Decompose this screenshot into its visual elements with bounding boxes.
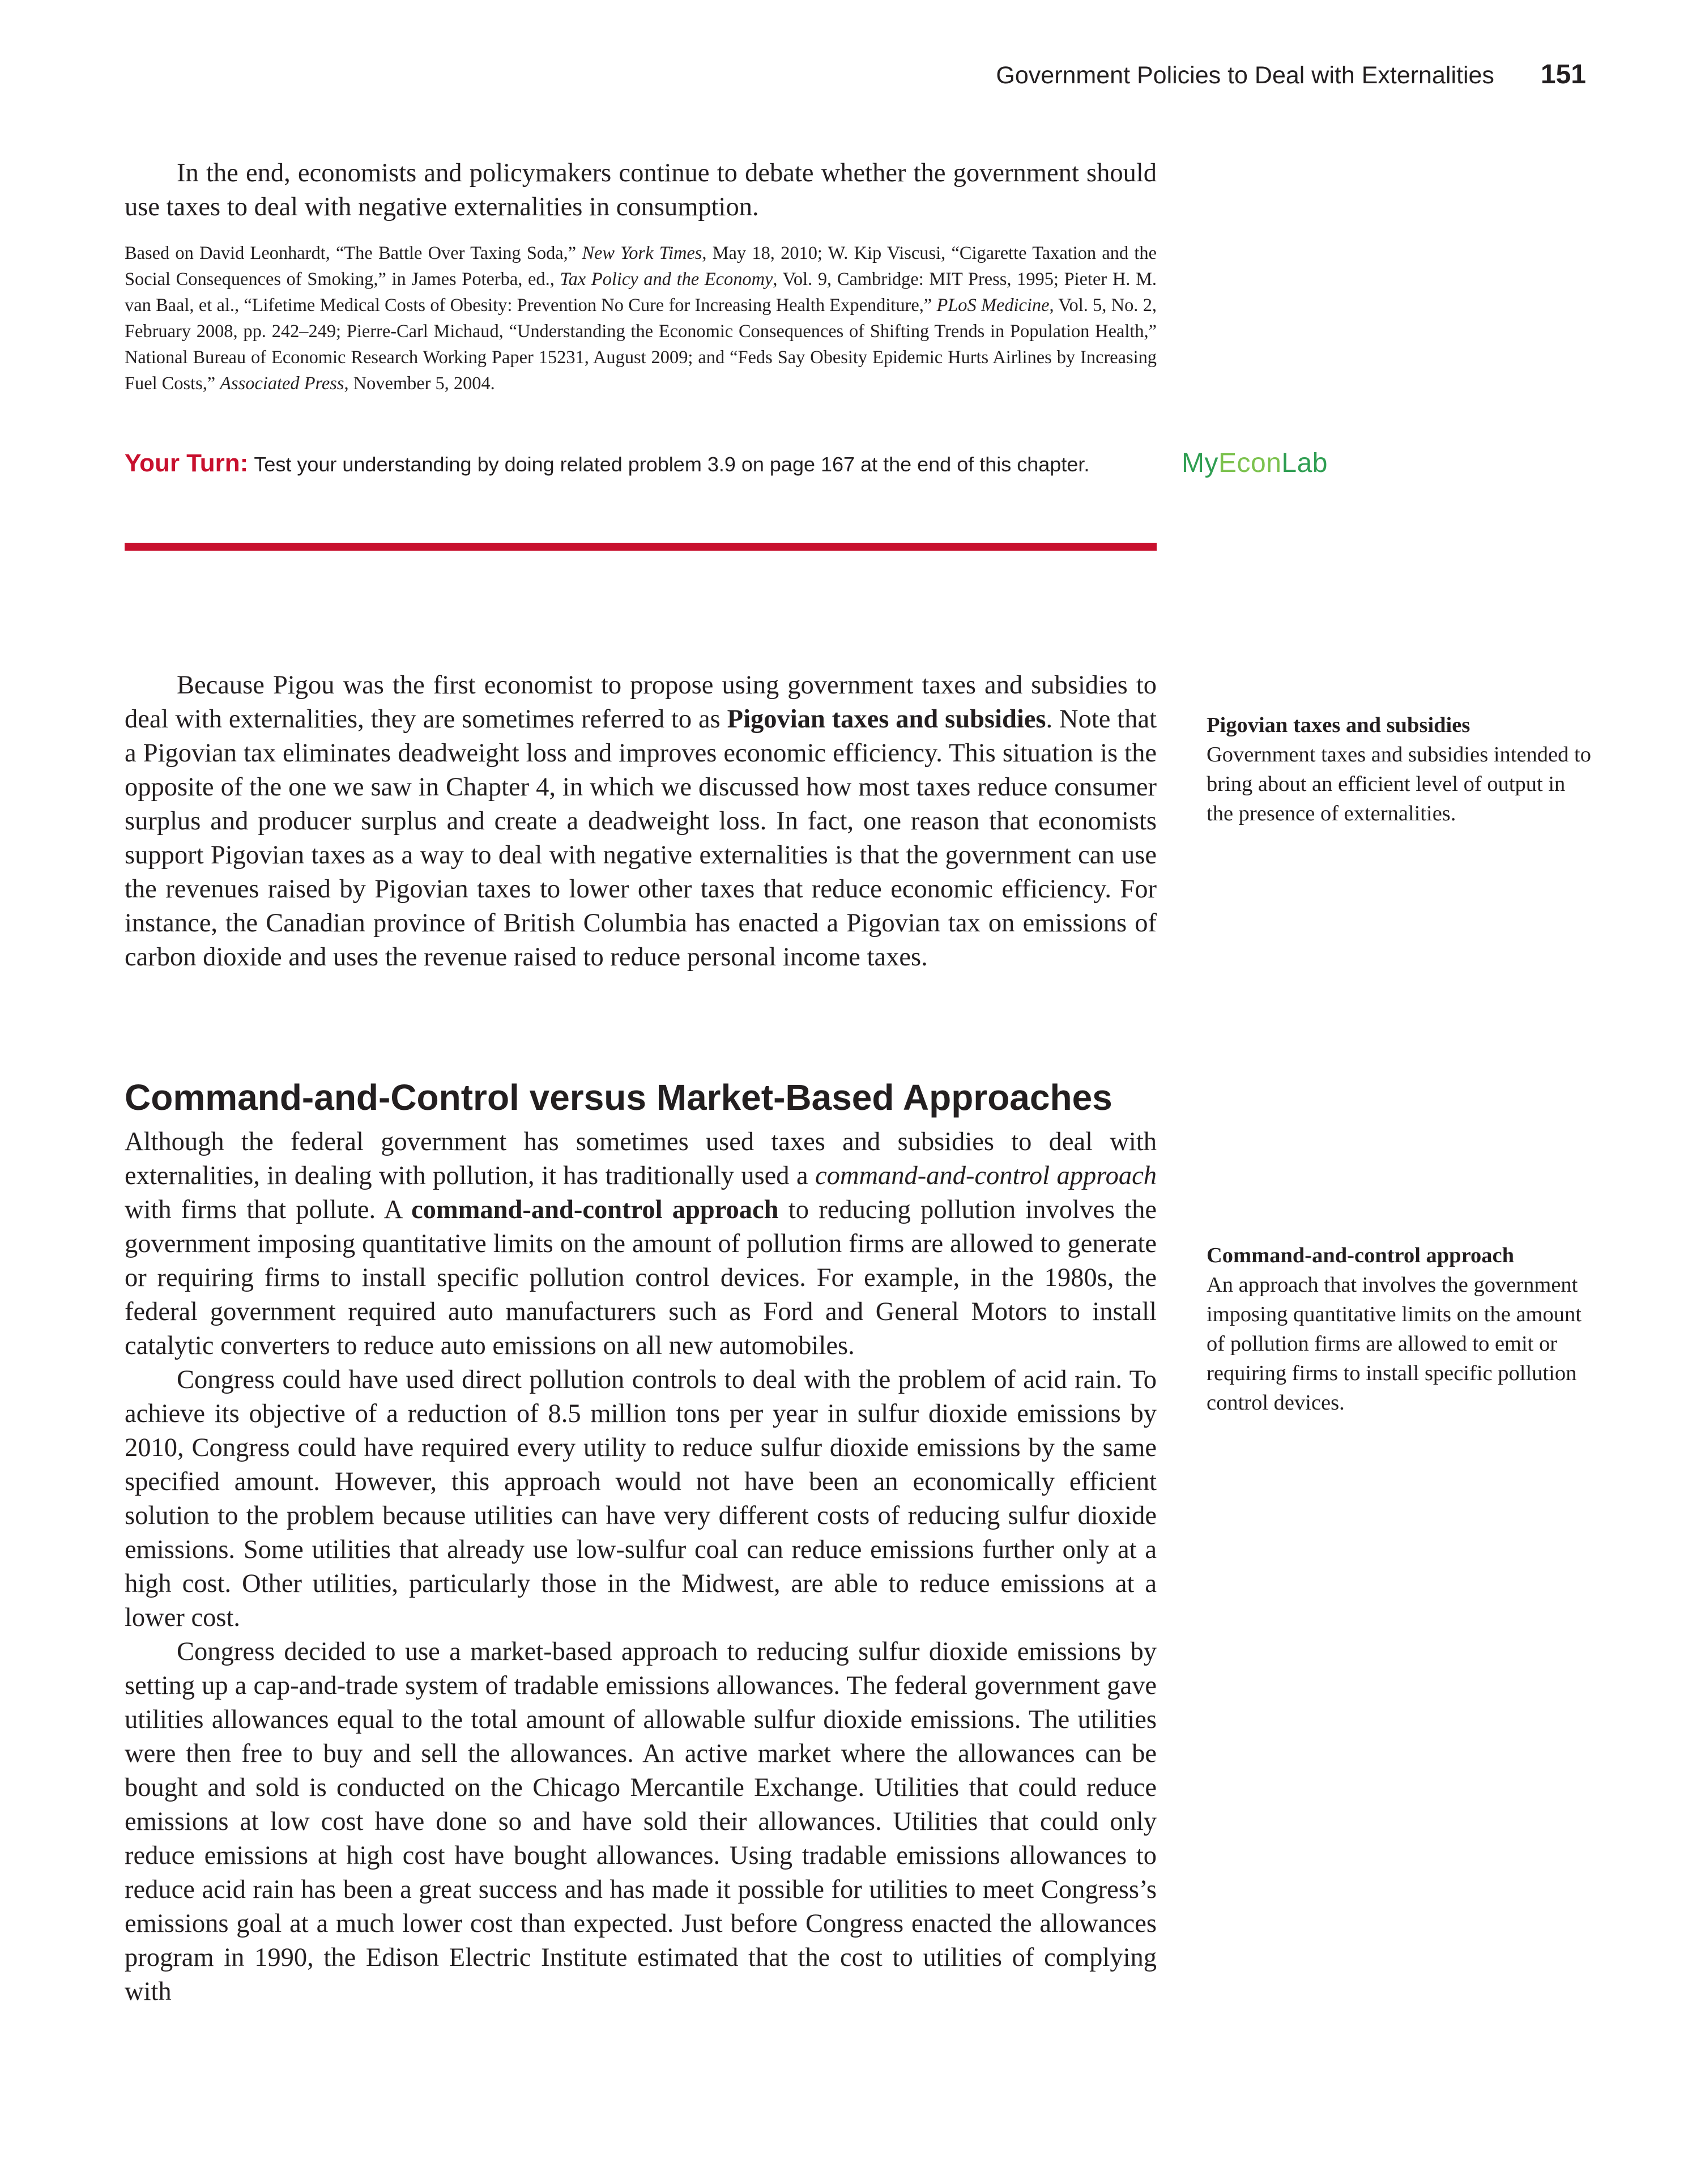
intro-block (125, 156, 1157, 224)
section-divider (125, 543, 1157, 551)
your-turn-text: Test your understanding by doing related problem 3.9 on page 167 at the end of this chapter. (254, 453, 1090, 476)
command-section (125, 1076, 1157, 2009)
margin-definition (1207, 710, 1592, 828)
header-title: Government Policies to Deal with Externalities (996, 62, 1494, 89)
section-heading: Command-and-Control versus Market-Based Approaches (125, 1077, 1112, 1118)
pigou-block (125, 669, 1157, 974)
margin-term: Pigovian taxes and subsidies (1207, 713, 1470, 737)
page-number: 151 (1540, 59, 1586, 90)
margin-definition (1207, 1241, 1592, 1417)
acid-rain-paragraph: Congress could have used direct pollution controls to deal with the problem of acid rain. To achieve its objective of a reduction of 8.5 million tons per year in sulfur dioxide emissions by 2010, Congress could have required every utility to reduce sulfur dioxide emissions by the same specified amount. However, this approach would not have been an economically efficient solution to the problem because utilities can have very different costs of reducing sulfur dioxide emissions. Some utilities that already use low-sulfur coal can reduce emissions further only at a high cost. Other utilities, particularly those in the Midwest, are able to reduce emissions at a lower cost. (125, 1365, 1157, 1632)
source-note-block (125, 240, 1157, 397)
source-publication: Associated Press (220, 373, 344, 394)
pigou-paragraph: Because Pigou was the first economist to propose using government taxes and subsidies to deal with externalities, they are sometimes referred to as Pigovian taxes and subsidies. Note that a Pigovian tax eliminates deadweight loss and improves economic efficiency. This situation is the opposite of the one we saw in Chapter 4, in which we discussed how most taxes reduce consumer surplus and producer surplus and create a deadweight loss. In fact, one reason that economists support Pigovian taxes as a way to deal with negative externalities is that the government can use the revenues raised by Pigovian taxes to lower other taxes that reduce economic efficiency. For instance, the Canadian province of British Columbia has enacted a Pigovian tax on emissions of carbon dioxide and uses the revenue raised to reduce personal income taxes. (125, 671, 1157, 972)
cap-trade-paragraph: Congress decided to use a market-based approach to reducing sulfur dioxide emissions by setting up a cap-and-trade system of tradable emissions allowances. The federal government gave utilities allowances equal to the total amount of allowable sulfur dioxide emissions. The utilities were then free to buy and sell the allowances. An active market where the allowances can be bought and sold is conducted on the Chicago Mercantile Exchange. Utilities that could reduce emissions at low cost have done so and have sold their allowances. Utilities that could only reduce emissions at high cost have bought allowances. Using tradable emissions allowances to reduce acid rain has been a great success and has made it possible for utilities to meet Congress’s emissions goal at a much lower cost than expected. Just before Congress enacted the allowances program in 1990, the Edison Electric Institute estimated that the cost to utilities of complying with (125, 1637, 1157, 2006)
source-publication: PLoS Medicine (936, 295, 1050, 316)
source-publication: Tax Policy and the Economy (560, 269, 773, 290)
your-turn-block (125, 449, 1144, 479)
your-turn-label: Your Turn: (125, 449, 249, 477)
command-paragraph: Although the federal government has sometimes used taxes and subsidies to deal with externalities, in dealing with pollution, it has traditionally used a command-and-control approach with firms that pollute. A command-and-control approach to reducing pollution involves the government imposing quantitative limits on the amount of pollution firms are allowed to generate or requiring firms to install specific pollution control devices. For example, in the 1980s, the federal government required auto manufacturers such as Ford and General Motors to install catalytic converters to reduce auto emissions on all new automobiles. (125, 1127, 1157, 1360)
intro-paragraph: In the end, economists and policymakers continue to debate whether the government should use taxes to deal with negative externalities in consumption. (125, 159, 1157, 222)
source-note: Based on David Leonhardt, “The Battle Over Taxing Soda,” New York Times, May 18, 2010; W. Kip Viscusi, “Cigarette Taxation and the Social Consequences of Smoking,” in James Poterba, ed., Tax Policy and the Economy, Vol. 9, Cambridge: MIT Press, 1995; Pieter H. M. van Baal, et al., “Lifetime Medical Costs of Obesity: Prevention No Cure for Increasing Health Expenditure,” PLoS Medicine, Vol. 5, No. 2, February 2008, pp. 242–249; Pierre-Carl Michaud, “Understanding the Economic Consequences of Shifting Trends in Population Health,” National Bureau of Economic Research Working Paper 15231, August 2009; and “Feds Say Obesity Epidemic Hurts Airlines by Increasing Fuel Costs,” Associated Press, November 5, 2004. (125, 243, 1157, 394)
margin-term: Command-and-control approach (1207, 1244, 1514, 1267)
margin-text: Government taxes and subsidies intended to bring about an efficient level of output in the presence of externalities. (1207, 743, 1591, 825)
key-term: command-and-control approach (411, 1195, 779, 1224)
your-turn (125, 449, 1144, 479)
key-term: Pigovian taxes and subsidies (727, 705, 1046, 734)
margin-text: An approach that involves the government imposing quantitative limits on the amount of pollution firms are allowed to emit or requiring firms to install specific pollution control devices. (1207, 1273, 1582, 1415)
running-header (906, 59, 1586, 90)
myeconlab-logo[interactable]: MyEconLab (1182, 448, 1328, 478)
source-publication: New York Times (582, 243, 702, 263)
